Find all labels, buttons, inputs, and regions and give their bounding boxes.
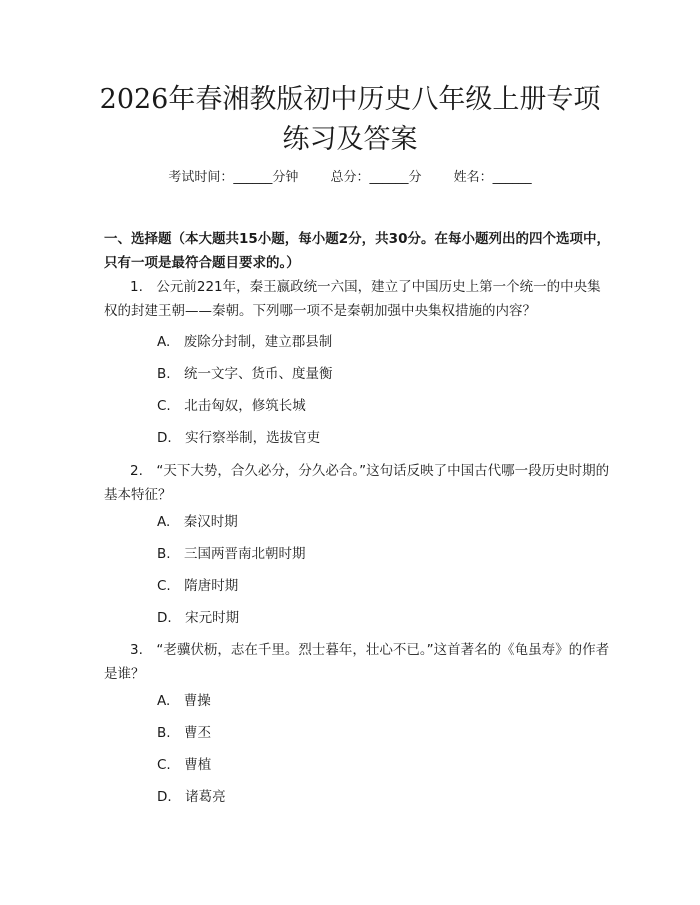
- question-3-option-c: C. 曹植: [157, 757, 212, 773]
- question-2-option-d: D. 宋元时期: [157, 610, 240, 626]
- question-2: 2. “天下大势，合久必分，分久必合。”这句话反映了中国古代哪一段历史时期的基本特征？: [104, 463, 610, 503]
- question-3: 3. “老骥伏枥，志在千里。烈士暮年，壮心不已。”这首著名的《龟虽寿》的作者是谁？: [104, 642, 610, 682]
- section-heading: 一、选择题（本大题共15小题，每小题2分，共30分。在每小题列出的四个选项中，只有一项是最符合题目要求的。）: [104, 231, 610, 271]
- question-3-option-b: B. 曹丕: [157, 725, 212, 741]
- question-3-option-a: A. 曹操: [157, 693, 211, 709]
- question-3-option-d: D. 诸葛亮: [157, 789, 226, 805]
- question-1-option-b: B. 统一文字、货币、度量衡: [157, 366, 333, 382]
- question-2-option-c: C. 隋唐时期: [157, 578, 239, 594]
- question-1-option-a: A. 废除分封制，建立郡县制: [157, 334, 333, 350]
- exam-info: [0, 168, 700, 188]
- name-field: 姓名：______: [453, 170, 532, 185]
- exam-time-field: 考试时间：______分钟: [168, 170, 299, 185]
- page-title: 2026年春湘教版初中历史八年级上册专项练习及答案: [99, 84, 601, 155]
- total-score-field: 总分：______分: [330, 170, 422, 185]
- question-2-option-b: B. 三国两晋南北朝时期: [157, 546, 306, 562]
- question-1-option-c: C. 北击匈奴，修筑长城: [157, 398, 306, 414]
- question-1-option-d: D. 实行察举制，选拔官吏: [157, 430, 321, 446]
- question-2-option-a: A. 秦汉时期: [157, 514, 238, 530]
- question-1: 1. 公元前221年，秦王嬴政统一六国，建立了中国历史上第一个统一的中央集权的封建王朝——秦朝。下列哪一项不是秦朝加强中央集权措施的内容？: [104, 279, 601, 319]
